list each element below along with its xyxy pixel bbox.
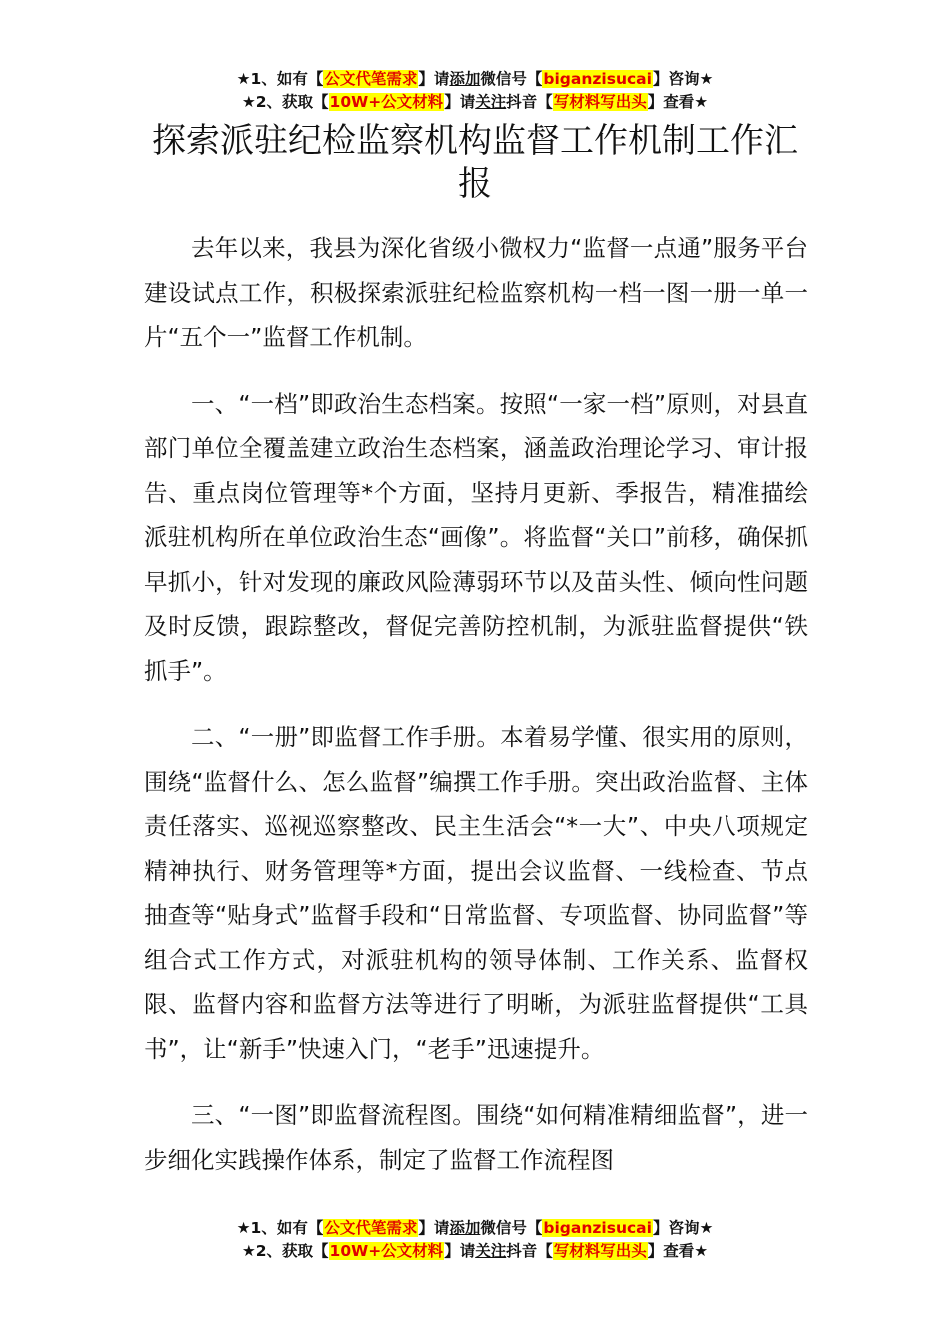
top-ad-banner	[0, 68, 950, 114]
highlight-materials: 10W+公文材料	[329, 1242, 444, 1260]
highlight-materials: 10W+公文材料	[329, 93, 444, 111]
banner-line-1: ★1、如有【公文代笔需求】请添加微信号【biganzisucai】咨询★	[236, 1219, 714, 1237]
paragraph-intro: 去年以来，我县为深化省级小微权力“监督一点通”服务平台建设试点工作，积极探索派驻纪检监察机构一档一图一册一单一片“五个一”监督工作机制。	[144, 234, 808, 351]
highlight-service: 公文代笔需求	[324, 1219, 418, 1237]
document-body	[144, 226, 808, 1204]
highlight-douyin-account: 写材料写出头	[553, 1242, 647, 1260]
highlight-service: 公文代笔需求	[324, 70, 418, 88]
highlight-douyin-account: 写材料写出头	[553, 93, 647, 111]
bottom-ad-banner	[0, 1217, 950, 1263]
banner-line-2: ★2、获取【10W+公文材料】请关注抖音【写材料写出头】查看★	[241, 1242, 709, 1260]
paragraph-section-1: 一、“一档”即政治生态档案。按照“一家一档”原则，对县直部门单位全覆盖建立政治生态档案，涵盖政治理论学习、审计报告、重点岗位管理等*个方面，坚持月更新、季报告，精准描绘派驻机构所在单位政治生态“画像”。将监督“关口”前移，确保抓早抓小，针对发现的廉政风险薄弱环节以及苗头性、倾向性问题及时反馈，跟踪整改，督促完善防控机制，为派驻监督提供“铁抓手”。	[144, 389, 808, 685]
banner-line-1: ★1、如有【公文代笔需求】请添加微信号【biganzisucai】咨询★	[236, 70, 714, 88]
banner-line-2: ★2、获取【10W+公文材料】请关注抖音【写材料写出头】查看★	[241, 93, 709, 111]
document-title: 探索派驻纪检监察机构监督工作机制工作汇报	[152, 121, 798, 204]
paragraph-section-3: 三、“一图”即监督流程图。围绕“如何精准精细监督”，进一步细化实践操作体系，制定了监督工作流程图	[144, 1101, 808, 1174]
highlight-wechat-id: biganzisucai	[543, 1219, 652, 1237]
paragraph-section-2: 二、“一册”即监督工作手册。本着易学懂、很实用的原则，围绕“监督什么、怎么监督”编撰工作手册。突出政治监督、主体责任落实、巡视巡察整改、民主生活会“*一大”、中央八项规定精神执行、财务管理等*方面，提出会议监督、一线检查、节点抽查等“贴身式”监督手段和“日常监督、专项监督、协同监督”等组合式工作方式，对派驻机构的领导体制、工作关系、监督权限、监督内容和监督方法等进行了明晰，为派驻监督提供“工具书”，让“新手”快速入门，“老手”迅速提升。	[144, 723, 808, 1063]
highlight-wechat-id: biganzisucai	[543, 70, 652, 88]
